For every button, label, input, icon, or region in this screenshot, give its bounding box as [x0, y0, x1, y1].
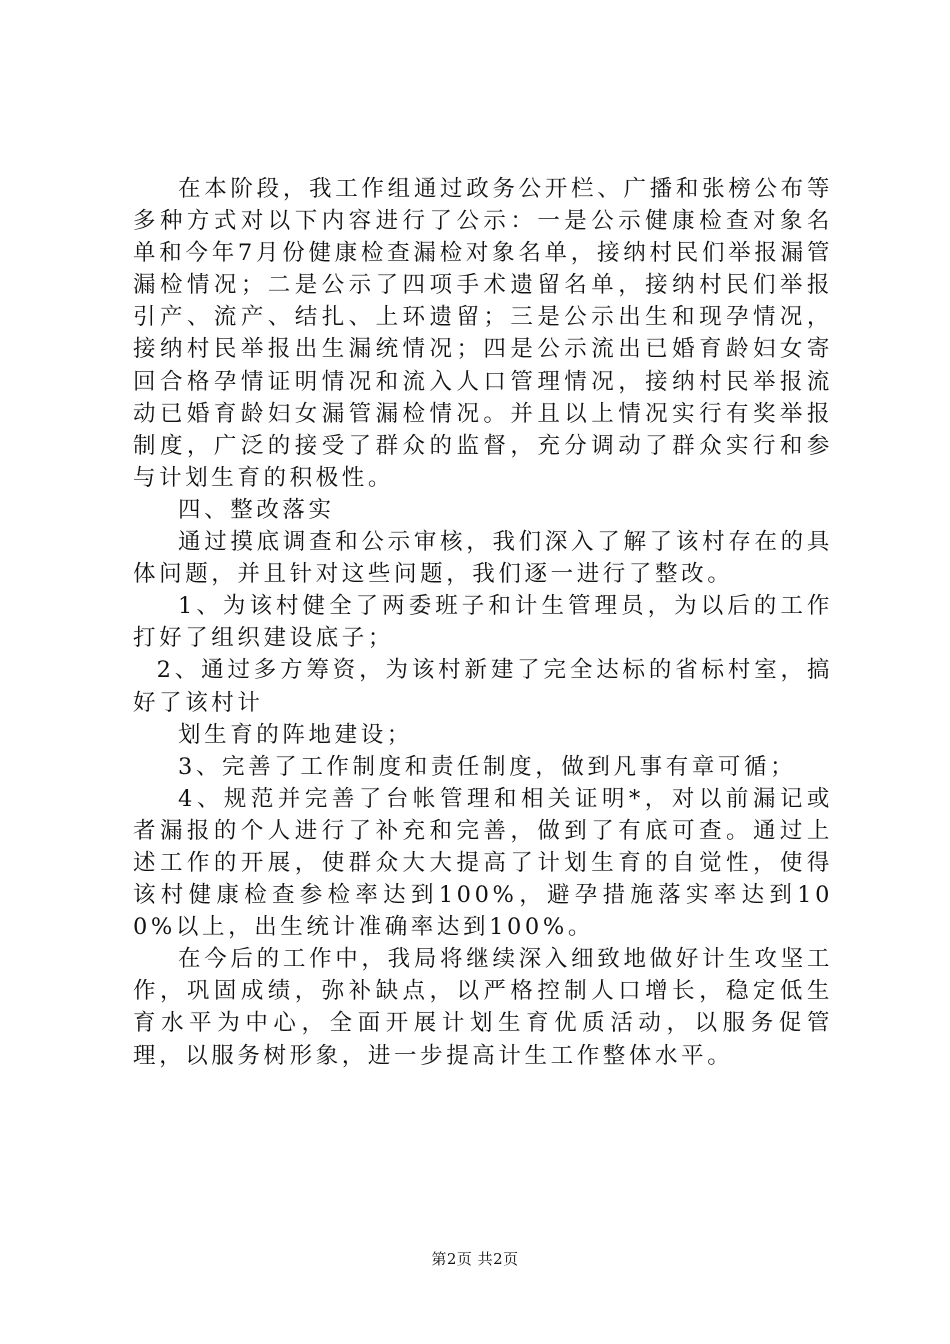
list-item-1: 1、为该村健全了两委班子和计生管理员，为以后的工作打好了组织建设底子；: [133, 593, 833, 652]
paragraph-publicity: 在本阶段，我工作组通过政务公开栏、广播和张榜公布等多种方式对以下内容进行了公示：一是公示健康检查对象名单和今年7月份健康检查漏检对象名单，接纳村民们举报漏管漏检情况；二是公示了四项手术遗留名单，接纳村民们举报引产、流产、结扎、上环遗留；三是公示出生和现孕情况，接纳村民举报出生漏统情况；四是公示流出已婚育龄妇女寄回合格孕情证明情况和流入人口管理情况，接纳村民举报流动已婚育龄妇女漏管漏检情况。并且以上情况实行有奖举报制度，广泛的接受了群众的监督，充分调动了群众实行和参与计划生育的积极性。: [133, 176, 833, 491]
list-item-2-continued: 划生育的阵地建设；: [178, 721, 413, 748]
list-item-3: 3、完善了工作制度和责任制度，做到凡事有章可循；: [178, 753, 797, 780]
paragraph-rectification-intro: 通过摸底调查和公示审核，我们深入了解了该村存在的具体问题，并且针对这些问题，我们逐一进行了整改。: [133, 529, 833, 588]
paragraph-conclusion: 在今后的工作中，我局将继续深入细致地做好计生攻坚工作，巩固成绩，弥补缺点，以严格控制人口增长，稳定低生育水平为中心，全面开展计划生育优质活动，以服务促管理，以服务树形象，进一步提高计生工作整体水平。: [133, 946, 833, 1069]
section-heading-rectification: 四、整改落实: [178, 496, 335, 523]
list-item-2: 2、通过多方筹资，为该村新建了完全达标的省标村室，搞好了该村计: [133, 657, 833, 716]
page-number-footer: 第2页 共2页: [431, 1250, 519, 1268]
list-item-4: 4、规范并完善了台帐管理和相关证明*，对以前漏记或者漏报的个人进行了补充和完善，做到了有底可查。通过上述工作的开展，使群众大大提高了计划生育的自觉性，使得该村健康检查参检率达到100%，避孕措施落实率达到100%以上，出生统计准确率达到100%。: [133, 785, 833, 941]
document-body: [133, 173, 833, 1072]
